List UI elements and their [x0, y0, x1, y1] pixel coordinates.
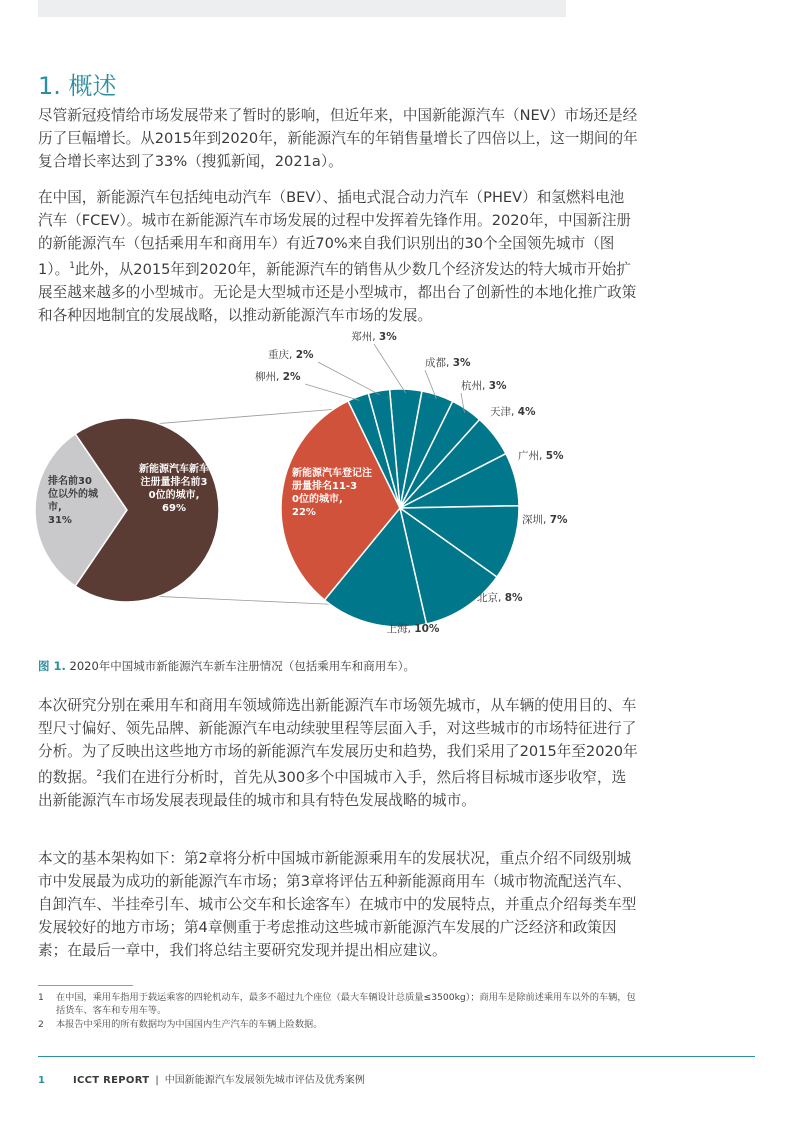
connector-line-bottom	[158, 596, 330, 604]
slice-label-9: 柳州, 2%	[255, 371, 301, 383]
figure-caption-label: 图 1.	[38, 659, 66, 673]
cities-paragraph-part-b: 此外，从2015年到2020年，新能源汽车的销售从少数几个经济发达的特大城市开始扩展至越来越多的小型城市。无论是大型城市还是小型城市，都出台了创新性的本地化推广政策和各种因地制宜的发展战略，以推动新能源汽车市场的发展。	[38, 260, 637, 324]
report-brand: ICCT REPORT	[72, 1075, 150, 1086]
structure-paragraph: 本文的基本架构如下：第2章将分析中国城市新能源乘用车的发展状况，重点介绍不同级别城市中发展最为成功的新能源汽车市场；第3章将评估五种新能源商用车（城市物流配送汽车、自卸汽车、半挂牵引车、城市公交车和长途客车）在城市中的发展特点，并重点介绍每类车型发展较好的地方市场；第4章侧重于考虑推动这些城市新能源汽车发展的广泛经济和政策因素；在最后一章中，我们将总结主要研究发现并提出相应建议。	[38, 850, 637, 959]
intro-paragraph: 尽管新冠疫情给市场发展带来了暂时的影响，但近年来，中国新能源汽车（NEV）市场还是经历了巨幅增长。从2015年到2020年，新能源汽车的年销售量增长了四倍以上，这一期间的年复合增长率达到了33%（搜狐新闻，2021a）。	[38, 107, 638, 170]
leader-line-10	[318, 362, 380, 395]
figure-caption-text: 2020年中国城市新能源汽车新车注册情况（包括乘用车和商用车）。	[69, 659, 416, 673]
report-title: 中国新能源汽车发展领先城市评估及优秀案例	[164, 1075, 365, 1086]
slice-label-rank11-30: 新能源汽车登记注册量排名11-3 0位的城市, 22%	[292, 468, 372, 518]
slice-label-2: 杭州, 3%	[461, 380, 507, 392]
method-paragraph	[38, 694, 638, 812]
slice-label-10: 重庆, 2%	[268, 349, 314, 361]
page-footer	[38, 1071, 365, 1086]
method-paragraph-part-a: 本次研究分别在乘用车和商用车领域筛选出新能源汽车市场领先城市，从车辆的使用目的、车型尺寸偏好、领先品牌、新能源汽车电动续驶里程等层面入手，对这些城市的市场特征进行了分析。为了反映出这些地方市场的新能源汽车发展历史和趋势，我们采用了2015年至2020年的数据。	[38, 697, 638, 786]
cities-paragraph	[38, 186, 638, 327]
slice-label-other-cities: 排名前30 位以外的城市, 31%	[48, 476, 98, 526]
slice-label-7: 上海, 10%	[386, 623, 440, 635]
footnote-text: 本报告中采用的所有数据均为中国国内生产汽车的车辆上险数据。	[56, 1019, 323, 1030]
method-paragraph-part-b: 我们在进行分析时，首先从300多个中国城市入手，然后将目标城市逐步收窄，选出新能源汽车市场发展表现最佳的城市和具有特色发展战略的城市。	[38, 768, 627, 809]
footer-separator: |	[155, 1075, 159, 1086]
figure-caption	[38, 658, 415, 674]
leader-line-9	[305, 384, 359, 400]
footer-divider	[38, 1056, 755, 1057]
slice-label-4: 广州, 5%	[518, 450, 564, 462]
slice-label-top30-cities: 新能源汽车新车注册量排名前3 0位的城市, 69%	[139, 464, 209, 514]
footnote-number: 1	[38, 992, 44, 1003]
slice-label-1: 成都, 3%	[425, 357, 471, 369]
footnote-number: 2	[38, 1019, 44, 1030]
slice-label-5: 深圳, 7%	[522, 514, 568, 526]
footnote-2	[38, 1018, 638, 1031]
section-heading: 1. 概述	[38, 72, 117, 100]
footnote-text: 在中国，乘用车指用于载运乘客的四轮机动车，最多不超过九个座位（最大车辆设计总质量≤3500kg）；商用车是除前述乘用车以外的车辆，包括货车、客车和专用车等。	[56, 992, 636, 1016]
pie-of-pie-chart	[0, 326, 793, 646]
slice-label-3: 天津, 4%	[490, 406, 536, 418]
chart-svg	[0, 326, 793, 646]
slice-label-6: 北京, 8%	[477, 592, 523, 604]
page-number: 1	[38, 1075, 45, 1086]
footnote-ref-2[interactable]: 2	[96, 769, 103, 779]
footnote-1	[38, 991, 638, 1017]
connector-line-top	[158, 409, 333, 423]
footnote-divider	[38, 985, 133, 986]
footnote-ref-1[interactable]: 1	[69, 261, 75, 271]
cities-paragraph-part-a: 在中国，新能源汽车包括纯电动汽车（BEV）、插电式混合动力汽车（PHEV）和氢燃料电池汽车（FCEV）。城市在新能源汽车市场发展的过程中发挥着先锋作用。2020年，中国新注册的新能源汽车（包括乘用车和商用车）有近70%来自我们识别出的30个全国领先城市（图1）。	[38, 189, 632, 278]
leader-line-0	[374, 344, 406, 393]
slice-label-0: 郑州, 3%	[351, 331, 397, 343]
top-decorative-bar	[38, 0, 566, 17]
